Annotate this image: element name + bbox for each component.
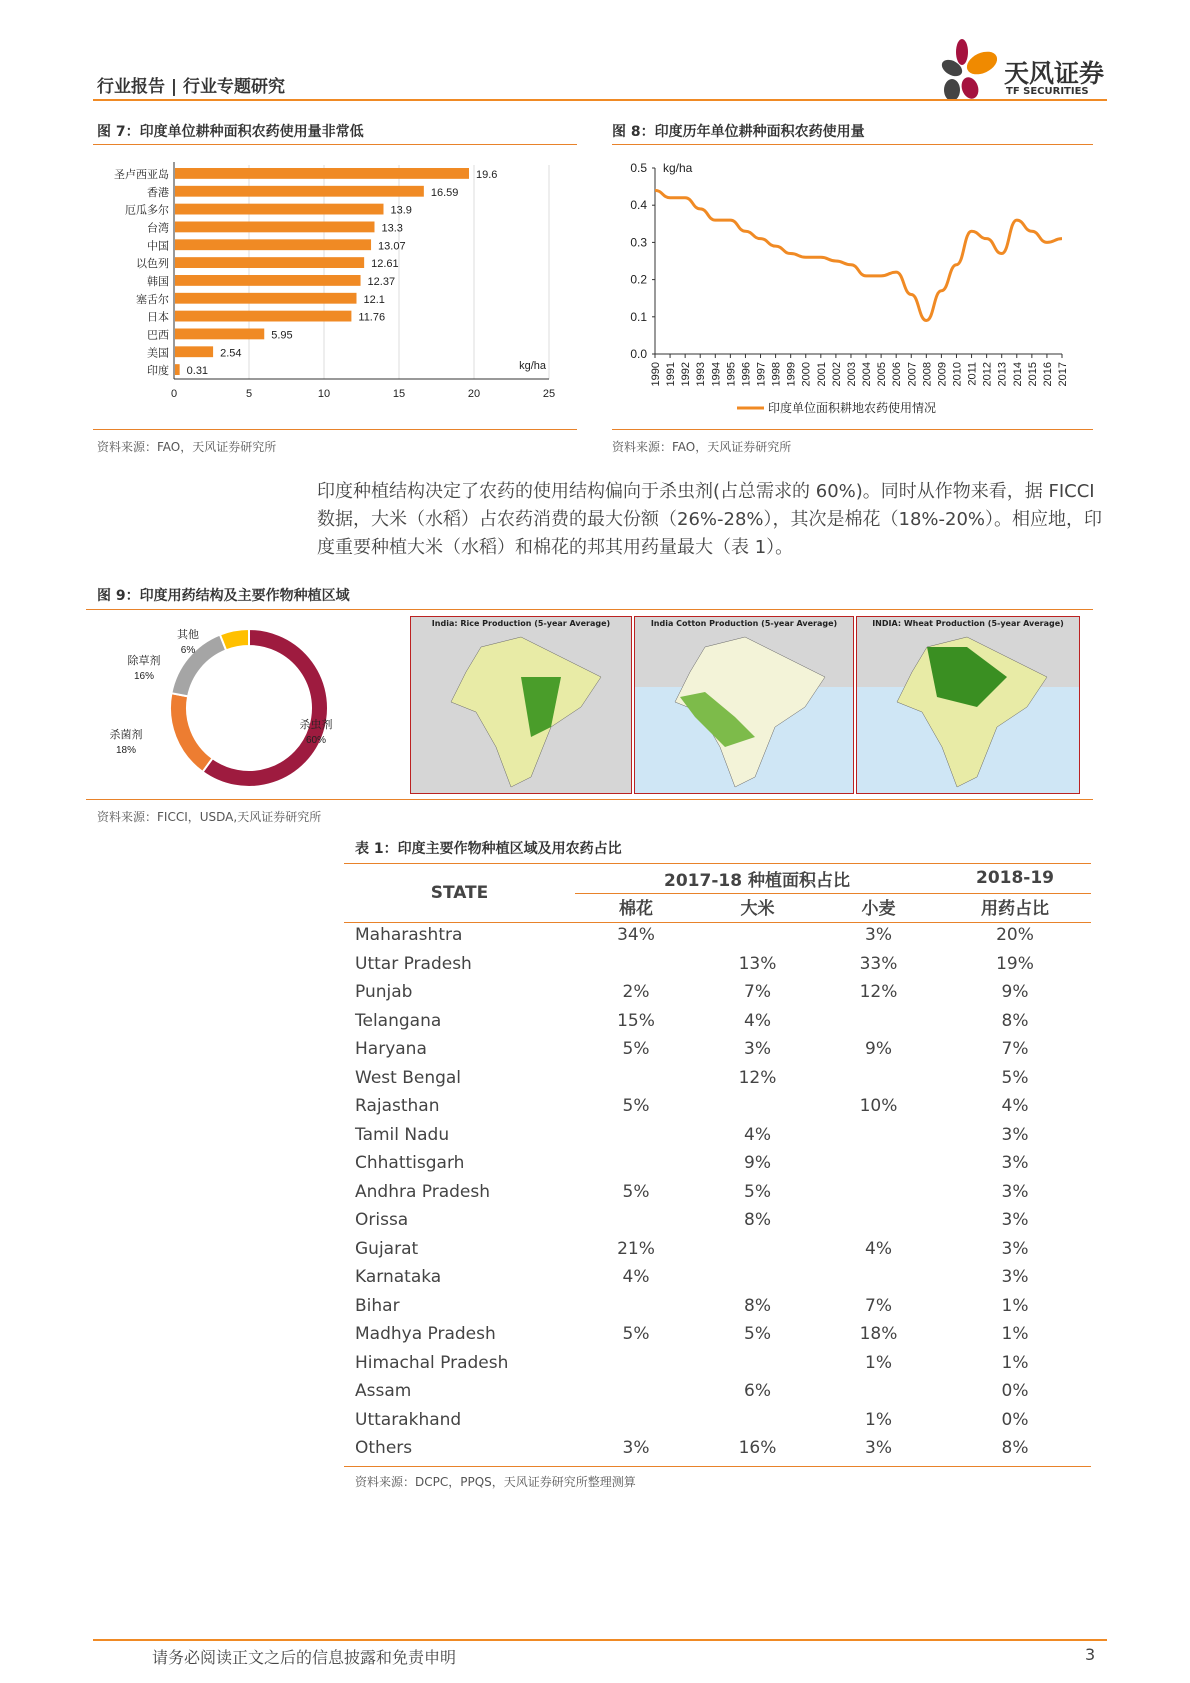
table-row: [344, 1406, 1091, 1435]
x-tick-label: 2009: [936, 362, 949, 387]
y-tick-label: 0.0: [630, 347, 647, 361]
value-cell: 13%: [738, 953, 777, 974]
value-cell: [818, 1121, 939, 1150]
category-label: 美国: [147, 347, 169, 360]
x-tick-label: 1996: [740, 362, 753, 387]
state-cell: Himachal Pradesh: [355, 1352, 509, 1373]
bar: [175, 257, 364, 268]
value-cell: 0%: [1001, 1409, 1029, 1430]
y-tick-label: 0.1: [630, 309, 647, 324]
value-cell: 34%: [617, 925, 655, 946]
value-cell: 21%: [617, 1238, 655, 1259]
x-tick-label: 2017: [1057, 362, 1069, 387]
bar-value-label: 12.1: [363, 293, 385, 306]
state-cell: Uttarakhand: [355, 1409, 462, 1430]
value-cell: 1%: [1001, 1324, 1029, 1345]
state-cell: Karnataka: [355, 1267, 442, 1288]
tf-logo-icon: [940, 38, 1002, 104]
india-map-icon: [411, 617, 632, 794]
x-tick-label: 5: [245, 388, 253, 400]
value-cell: [697, 1349, 818, 1378]
value-cell: 2%: [622, 982, 650, 1003]
value-cell: 3%: [865, 1438, 892, 1459]
rice-map: [410, 616, 632, 794]
x-tick-label: 2005: [876, 362, 889, 387]
wheat-map-title: INDIA: Wheat Production (5-year Average): [872, 619, 1064, 628]
value-cell: 9%: [1001, 982, 1029, 1003]
value-cell: 5%: [622, 1324, 650, 1345]
value-cell: [697, 921, 818, 950]
donut-slice: [220, 629, 249, 650]
rice-map-title: India: Rice Production (5-year Average): [431, 619, 611, 628]
bar-value-label: 13.9: [390, 204, 412, 217]
value-cell: [575, 1149, 697, 1178]
category-label: 台湾: [147, 222, 169, 235]
state-cell: Gujarat: [355, 1238, 419, 1259]
group2-header: 2018-19: [975, 868, 1055, 889]
slice-value-label: 18%: [115, 745, 137, 756]
value-cell: [575, 1121, 697, 1150]
x-tick-label: 1994: [710, 362, 723, 387]
bar: [175, 329, 264, 340]
x-tick-label: 1993: [695, 362, 708, 387]
x-tick-label: 2012: [981, 362, 994, 387]
value-cell: 4%: [865, 1238, 892, 1259]
value-cell: 1%: [865, 1352, 892, 1373]
table-title: 表 1：印度主要作物种植区域及用农药占比: [355, 841, 622, 857]
fig8-title: 图 8：印度历年单位耕种面积农药使用量: [612, 124, 865, 140]
slice-name-label: 杀虫剂: [299, 719, 333, 731]
value-cell: [818, 1178, 939, 1207]
page-number: 3: [1085, 1645, 1096, 1664]
bar-value-label: 0.31: [186, 365, 209, 378]
value-cell: 10%: [859, 1096, 898, 1117]
fig8-top-line: [612, 144, 1093, 145]
value-cell: [697, 1092, 818, 1121]
bar: [175, 364, 180, 375]
value-cell: 3%: [1001, 1238, 1029, 1259]
value-cell: [818, 1206, 939, 1235]
footer-line: [93, 1639, 1107, 1641]
category-label: 圣卢西亚岛: [114, 168, 169, 181]
value-cell: 4%: [744, 1124, 771, 1145]
value-cell: 7%: [865, 1295, 892, 1316]
state-cell: Telangana: [355, 1010, 442, 1031]
value-cell: 5%: [744, 1324, 771, 1345]
bar-value-label: 13.3: [381, 222, 403, 235]
table-row: [344, 1434, 1091, 1463]
value-cell: 8%: [744, 1295, 771, 1316]
bar-value-label: 11.76: [358, 311, 386, 324]
x-tick-label: 1990: [650, 362, 662, 387]
state-cell: Tamil Nadu: [355, 1124, 450, 1145]
value-cell: 3%: [1001, 1210, 1029, 1231]
value-cell: 7%: [744, 982, 771, 1003]
value-cell: 3%: [865, 925, 892, 946]
table-row: [344, 1263, 1091, 1292]
bar-chart: [93, 150, 583, 410]
report-header-title: 行业报告 | 行业专题研究: [97, 77, 286, 97]
fig9-source: 资料来源：FICCI，USDA,天风证券研究所: [97, 810, 322, 824]
value-cell: 5%: [622, 1096, 650, 1117]
x-tick-label: 1995: [725, 362, 738, 387]
value-cell: 5%: [1001, 1067, 1029, 1088]
value-cell: 5%: [622, 1039, 650, 1060]
col-wheat: 小麦: [861, 899, 896, 920]
x-tick-label: 2000: [800, 362, 813, 387]
x-tick-label: 1992: [680, 362, 693, 387]
slice-value-label: 60%: [305, 735, 327, 746]
value-cell: 5%: [744, 1181, 771, 1202]
value-cell: 12%: [859, 982, 898, 1003]
donut-chart: [86, 612, 406, 797]
fig7-source: 资料来源：FAO，天风证券研究所: [97, 440, 277, 454]
table-row: [344, 1178, 1091, 1207]
table-row: [344, 1320, 1091, 1349]
bar-value-label: 13.07: [378, 240, 406, 253]
table-row: [344, 1377, 1091, 1406]
crop-table: [344, 864, 1091, 1463]
fig9-top-line: [86, 609, 1093, 610]
footer-disclaimer: 请务必阅读正文之后的信息披露和免责申明: [152, 1648, 457, 1667]
value-cell: 3%: [622, 1438, 650, 1459]
slice-value-label: 6%: [180, 645, 196, 656]
value-cell: 16%: [738, 1438, 777, 1459]
x-tick-label: 2015: [1026, 362, 1039, 387]
value-cell: [818, 1149, 939, 1178]
wheat-map: [856, 616, 1080, 794]
value-cell: [818, 1064, 939, 1093]
value-cell: 4%: [622, 1267, 650, 1288]
value-cell: [575, 1292, 697, 1321]
value-cell: 9%: [744, 1153, 771, 1174]
bar: [175, 239, 371, 250]
value-cell: [818, 1007, 939, 1036]
value-cell: 0%: [1001, 1381, 1029, 1402]
fig7-title: 图 7：印度单位耕种面积农药使用量非常低: [97, 124, 364, 140]
state-cell: Assam: [355, 1381, 412, 1402]
slice-name-label: 杀菌剂: [109, 729, 143, 741]
fig9-bottom-line: [86, 799, 1093, 800]
cotton-map: [634, 616, 854, 794]
line-chart: [612, 150, 1102, 425]
x-tick-label: 2011: [966, 362, 979, 386]
value-cell: [575, 1377, 697, 1406]
bar: [175, 275, 361, 286]
bar: [175, 168, 469, 179]
value-cell: [575, 1406, 697, 1435]
value-cell: 33%: [859, 953, 898, 974]
x-tick-label: 2004: [861, 362, 874, 387]
table-source: 资料来源：DCPC，PPQS，天风证券研究所整理测算: [355, 1475, 636, 1489]
table-row: [344, 921, 1091, 950]
state-cell: Maharashtra: [355, 925, 463, 946]
fig8-bottom-line: [612, 429, 1093, 430]
state-cell: West Bengal: [355, 1067, 462, 1088]
category-label: 日本: [147, 311, 169, 324]
state-cell: Uttar Pradesh: [355, 953, 472, 974]
x-tick-label: 1998: [770, 362, 783, 387]
x-tick-label: 2016: [1041, 362, 1054, 387]
value-cell: [575, 1206, 697, 1235]
x-tick-label: 2013: [996, 362, 1009, 387]
bar-value-label: 16.59: [430, 186, 459, 199]
table-row: [344, 950, 1091, 979]
series-line: [655, 190, 1062, 320]
value-cell: 3%: [1001, 1124, 1029, 1145]
unit-label: kg/ha: [519, 360, 546, 372]
legend-label: 印度单位面积耕地农药使用情况: [768, 401, 937, 415]
donut-slice: [171, 635, 226, 697]
fig9-title: 图 9：印度用药结构及主要作物种植区域: [97, 588, 350, 604]
x-tick-label: 1997: [755, 362, 768, 387]
header-divider: [93, 99, 1107, 101]
value-cell: 6%: [744, 1381, 771, 1402]
category-label: 塞舌尔: [136, 293, 169, 306]
state-cell: Haryana: [355, 1039, 427, 1060]
x-tick-label: 25: [542, 388, 556, 400]
x-tick-label: 2014: [1011, 362, 1024, 387]
value-cell: [697, 1263, 818, 1292]
table-row: [344, 1349, 1091, 1378]
category-label: 韩国: [147, 275, 169, 288]
fig7-top-line: [93, 144, 577, 145]
y-tick-label: 0.2: [630, 272, 647, 287]
col-cotton: 棉花: [619, 899, 653, 920]
x-tick-label: 2002: [830, 362, 843, 387]
value-cell: [575, 950, 697, 979]
value-cell: 7%: [1001, 1039, 1029, 1060]
x-tick-label: 2008: [921, 362, 934, 387]
x-tick-label: 1999: [785, 362, 798, 387]
state-cell: Others: [355, 1438, 413, 1459]
bar-value-label: 2.54: [220, 347, 242, 360]
value-cell: 3%: [744, 1039, 771, 1060]
state-cell: Rajasthan: [355, 1096, 440, 1117]
table-bottom-line: [344, 1466, 1091, 1467]
category-label: 印度: [147, 365, 169, 378]
india-map-icon: [635, 617, 854, 794]
table-row: [344, 1149, 1091, 1178]
table-row: [344, 1206, 1091, 1235]
value-cell: [818, 1377, 939, 1406]
bar: [175, 186, 424, 197]
fig8-source: 资料来源：FAO，天风证券研究所: [612, 440, 792, 454]
donut-slice: [170, 693, 213, 772]
x-tick-label: 2003: [845, 362, 858, 387]
y-tick-label: 0.5: [630, 161, 647, 175]
state-cell: Chhattisgarh: [355, 1153, 465, 1174]
y-unit-label: kg/ha: [663, 161, 693, 175]
table-row: [344, 1035, 1091, 1064]
table-row: [344, 1007, 1091, 1036]
value-cell: [575, 1349, 697, 1378]
value-cell: 20%: [996, 925, 1034, 946]
table-row: [344, 1235, 1091, 1264]
slice-name-label: 除草剂: [127, 655, 161, 667]
body-paragraph: 印度种植结构决定了农药的使用结构偏向于杀虫剂(占总需求的 60%)。同时从作物来看，据 FICCI 数据，大米（水稻）占农药消费的最大份额（26%-28%），其次是棉花（18%-20%）。相应地，印度重要种植大米（水稻）和棉花的邦其用药量最大（表 1）。: [317, 481, 1103, 558]
category-label: 以色列: [136, 258, 169, 271]
bar: [175, 293, 357, 304]
state-header: STATE: [430, 882, 489, 903]
value-cell: 9%: [865, 1039, 892, 1060]
x-tick-label: 1991: [665, 362, 678, 387]
value-cell: 1%: [865, 1409, 892, 1430]
bar-value-label: 19.6: [476, 168, 498, 181]
state-cell: Bihar: [355, 1295, 400, 1316]
value-cell: 18%: [859, 1324, 898, 1345]
category-label: 巴西: [147, 329, 169, 342]
value-cell: 3%: [1001, 1181, 1029, 1202]
x-tick-label: 2007: [906, 362, 919, 387]
x-tick-label: 2001: [815, 362, 828, 387]
category-label: 香港: [147, 186, 169, 199]
logo-en: TF SECURITIES: [1006, 86, 1089, 97]
bar: [175, 222, 375, 233]
value-cell: 3%: [1001, 1267, 1029, 1288]
value-cell: 19%: [996, 953, 1034, 974]
value-cell: [697, 1235, 818, 1264]
category-label: 厄瓜多尔: [125, 204, 169, 217]
value-cell: [818, 1263, 939, 1292]
table-row: [344, 1092, 1091, 1121]
cotton-map-title: India Cotton Production (5-year Average): [650, 619, 838, 628]
state-cell: Andhra Pradesh: [355, 1181, 491, 1202]
y-tick-label: 0.4: [630, 198, 647, 213]
value-cell: [575, 1064, 697, 1093]
col-pesticide-share: 用药占比: [981, 899, 1049, 920]
value-cell: 15%: [617, 1010, 655, 1031]
value-cell: 1%: [1001, 1352, 1029, 1373]
state-cell: Punjab: [355, 982, 413, 1003]
value-cell: 3%: [1001, 1153, 1029, 1174]
x-tick-label: 15: [392, 388, 406, 400]
group1-header: 2017-18 种植面积占比: [664, 870, 850, 891]
x-tick-label: 2010: [951, 362, 964, 387]
col-rice: 大米: [740, 899, 775, 920]
value-cell: 4%: [744, 1010, 771, 1031]
table-row: [344, 978, 1091, 1007]
bar-value-label: 12.61: [371, 258, 399, 271]
bar: [175, 346, 213, 357]
state-cell: Orissa: [355, 1210, 409, 1231]
value-cell: 5%: [622, 1181, 650, 1202]
x-tick-label: 10: [317, 388, 331, 400]
table-row: [344, 1064, 1091, 1093]
value-cell: 8%: [744, 1210, 771, 1231]
value-cell: 8%: [1001, 1010, 1029, 1031]
table-row: [344, 1292, 1091, 1321]
fig7-bottom-line: [93, 429, 577, 430]
value-cell: 1%: [1001, 1295, 1029, 1316]
x-tick-label: 0: [170, 388, 178, 400]
value-cell: 12%: [738, 1067, 777, 1088]
value-cell: 8%: [1001, 1438, 1029, 1459]
bar: [175, 204, 384, 215]
bar-value-label: 12.37: [367, 275, 396, 288]
category-label: 中国: [147, 240, 169, 253]
value-cell: 4%: [1001, 1096, 1029, 1117]
logo-cn: 天风证券: [1004, 59, 1105, 88]
india-map-icon: [857, 617, 1080, 794]
state-cell: Madhya Pradesh: [355, 1324, 496, 1345]
slice-name-label: 其他: [177, 629, 199, 641]
slice-value-label: 16%: [133, 671, 155, 682]
bar-value-label: 5.95: [271, 329, 293, 342]
y-tick-label: 0.3: [630, 235, 647, 250]
x-tick-label: 20: [467, 388, 481, 400]
x-tick-label: 2006: [891, 362, 904, 387]
value-cell: [697, 1406, 818, 1435]
table-row: [344, 1121, 1091, 1150]
bar: [175, 311, 351, 322]
